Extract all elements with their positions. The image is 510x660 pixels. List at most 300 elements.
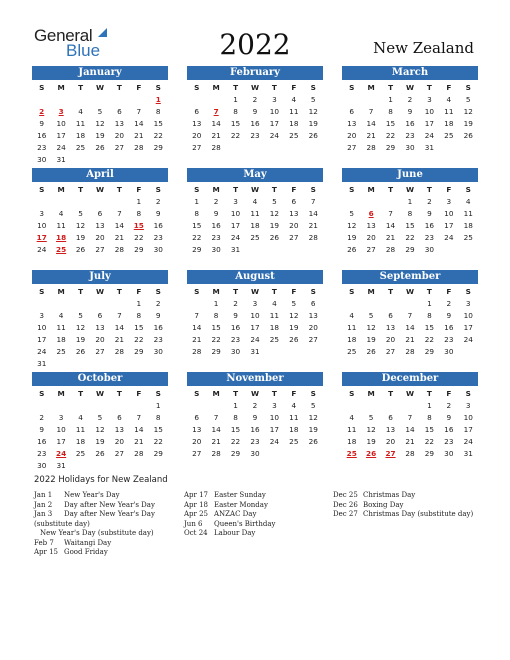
day-cell: 4 (465, 197, 471, 206)
day-cell: 27 (95, 245, 105, 254)
day-cell: 8 (136, 311, 142, 320)
weekday-label: W (405, 83, 414, 92)
day-cell: 11 (463, 209, 473, 218)
weekday-label: F (291, 83, 297, 92)
day-cell: 20 (385, 437, 396, 446)
day-cell: 6 (194, 107, 200, 116)
day-cell: 6 (97, 311, 103, 320)
weekday-label: S (349, 185, 355, 194)
day-cell: 5 (97, 107, 103, 116)
day-cell: 12 (308, 413, 318, 422)
day-cell: 1 (194, 197, 200, 206)
day-cell: 14 (385, 221, 396, 230)
day-cell: 17 (37, 335, 47, 344)
day-cell: 29 (153, 143, 163, 152)
day-cell: 11 (75, 425, 86, 434)
day-cell: 30 (405, 143, 415, 152)
weekday-label: F (291, 185, 297, 194)
day-cell: 2 (252, 401, 258, 410)
holidays-title: 2022 Holidays for New Zealand (34, 475, 168, 485)
day-cell: 10 (56, 119, 66, 128)
day-cell: 16 (444, 425, 454, 434)
day-cell: 30 (444, 347, 454, 356)
day-cell: 16 (211, 221, 221, 230)
weekday-label: T (426, 83, 432, 92)
weekday-label: S (465, 83, 471, 92)
holiday-column (333, 491, 473, 520)
day-cell: 10 (250, 311, 260, 320)
day-cell: 24 (269, 131, 280, 140)
day-cell: 6 (349, 107, 355, 116)
weekday-label: S (39, 83, 45, 92)
weekday-label: W (95, 389, 104, 398)
holiday-entry (333, 491, 473, 501)
day-cell: 29 (153, 449, 163, 458)
day-cell: 28 (211, 143, 221, 152)
day-cell: 20 (192, 131, 202, 140)
holiday-entry-name: Easter Monday (214, 500, 268, 509)
weekday-label: S (465, 185, 471, 194)
day-cell: 21 (308, 221, 318, 230)
day-cell: 25 (347, 347, 357, 356)
day-cell: 29 (385, 143, 396, 152)
day-cell: 12 (95, 425, 105, 434)
empty-cell (110, 400, 129, 412)
day-cell: 22 (211, 335, 221, 344)
month-header: May (187, 168, 323, 182)
empty-cell (110, 196, 129, 208)
day-cell: 22 (385, 131, 396, 140)
empty-cell (90, 298, 109, 310)
day-cell: 3 (272, 95, 277, 104)
day-cell: 8 (136, 209, 142, 218)
day-cell: 5 (291, 299, 297, 308)
weekday-label: W (250, 185, 259, 194)
weekday-label: W (405, 389, 414, 398)
day-cell: 19 (289, 323, 299, 332)
month-june (342, 168, 478, 256)
empty-cell (400, 298, 419, 310)
weekday-label: W (405, 185, 414, 194)
empty-cell (51, 400, 70, 412)
day-cell: 8 (155, 413, 161, 422)
month-grid (187, 82, 323, 154)
weekday-label: M (367, 287, 375, 296)
day-cell: 12 (366, 323, 376, 332)
day-cell: 24 (230, 233, 241, 242)
day-cell: 23 (230, 335, 241, 344)
day-cell: 23 (250, 131, 260, 140)
day-cell: 28 (192, 347, 202, 356)
day-cell: 24 (444, 233, 454, 242)
day-cell: 18 (463, 221, 473, 230)
holiday-date: 27 (385, 449, 396, 458)
day-cell: 23 (211, 233, 221, 242)
day-cell: 29 (211, 347, 221, 356)
weekday-label: F (136, 185, 142, 194)
weekday-label: T (116, 389, 122, 398)
day-cell: 1 (213, 299, 219, 308)
day-cell: 3 (465, 401, 471, 410)
day-cell: 20 (347, 131, 357, 140)
month-header: July (32, 270, 168, 284)
day-cell: 5 (368, 311, 374, 320)
empty-cell (90, 196, 109, 208)
month-grid (187, 286, 323, 358)
weekday-label: T (388, 185, 394, 194)
weekday-label: M (57, 83, 65, 92)
holiday-entry-date: Dec 27 (333, 510, 358, 518)
weekday-label: S (155, 287, 161, 296)
day-cell: 9 (213, 209, 219, 218)
day-cell: 9 (155, 209, 161, 218)
day-cell: 27 (192, 449, 202, 458)
day-cell: 20 (114, 437, 125, 446)
day-cell: 1 (233, 95, 238, 104)
day-cell: 8 (427, 413, 432, 422)
day-cell: 4 (291, 401, 297, 410)
weekday-label: T (426, 389, 432, 398)
day-cell: 21 (114, 335, 125, 344)
empty-cell (51, 94, 70, 106)
empty-cell (342, 298, 361, 310)
day-cell: 19 (75, 335, 86, 344)
month-april (32, 168, 168, 256)
day-cell: 3 (427, 95, 432, 104)
day-cell: 18 (289, 425, 299, 434)
day-cell: 15 (192, 221, 202, 230)
weekday-label: M (212, 287, 220, 296)
day-cell: 25 (289, 437, 299, 446)
holiday-column (184, 491, 275, 539)
day-cell: 10 (269, 107, 280, 116)
weekday-label: M (367, 185, 375, 194)
empty-cell (342, 400, 361, 412)
day-cell: 19 (366, 335, 376, 344)
holiday-entry (184, 529, 275, 539)
day-cell: 15 (153, 425, 163, 434)
day-cell: 11 (56, 221, 66, 230)
month-grid (187, 184, 323, 256)
day-cell: 7 (136, 413, 142, 422)
holiday-entry-name: Queen's Birthday (214, 519, 276, 528)
weekday-label: T (271, 287, 277, 296)
weekday-label: S (194, 185, 200, 194)
day-cell: 11 (347, 425, 357, 434)
day-cell: 28 (366, 143, 376, 152)
empty-cell (32, 400, 51, 412)
day-cell: 21 (134, 131, 144, 140)
weekday-label: S (310, 287, 316, 296)
day-cell: 20 (385, 335, 396, 344)
day-cell: 18 (347, 335, 357, 344)
day-cell: 13 (347, 119, 357, 128)
empty-cell (381, 298, 400, 310)
holiday-entry-date: Apr 17 (184, 491, 209, 499)
holiday-entry (333, 501, 473, 511)
holiday-entry-date: Feb 7 (34, 538, 54, 547)
day-cell: 30 (153, 347, 163, 356)
day-cell: 27 (347, 143, 357, 152)
day-cell: 22 (424, 335, 435, 344)
weekday-label: T (388, 83, 394, 92)
day-cell: 12 (366, 425, 376, 434)
month-header: September (342, 270, 478, 284)
day-cell: 17 (463, 425, 473, 434)
day-cell: 25 (75, 143, 86, 152)
day-cell: 1 (136, 197, 142, 206)
day-cell: 9 (407, 107, 413, 116)
day-cell: 27 (289, 233, 299, 242)
day-cell: 9 (446, 311, 452, 320)
day-cell: 19 (308, 425, 318, 434)
weekday-label: T (233, 185, 239, 194)
weekday-label: T (78, 83, 84, 92)
day-cell: 15 (230, 425, 241, 434)
day-cell: 18 (444, 119, 454, 128)
day-cell: 23 (153, 335, 163, 344)
day-cell: 31 (37, 359, 47, 368)
month-august (187, 270, 323, 358)
day-cell: 6 (310, 299, 316, 308)
day-cell: 2 (213, 197, 219, 206)
day-cell: 31 (56, 461, 66, 470)
weekday-label: M (57, 287, 65, 296)
day-cell: 2 (155, 299, 161, 308)
day-cell: 18 (347, 437, 357, 446)
weekday-label: T (388, 287, 394, 296)
day-cell: 9 (39, 119, 45, 128)
day-cell: 26 (269, 233, 280, 242)
day-cell: 4 (252, 197, 258, 206)
day-cell: 10 (424, 107, 435, 116)
month-header: December (342, 372, 478, 386)
day-cell: 24 (250, 335, 260, 344)
day-cell: 24 (56, 143, 66, 152)
day-cell: 13 (308, 311, 318, 320)
holiday-entry-date: Jan 1 (34, 491, 53, 499)
empty-cell (32, 196, 51, 208)
holiday-entry (34, 501, 155, 511)
day-cell: 16 (230, 323, 241, 332)
empty-cell (400, 400, 419, 412)
day-cell: 13 (114, 119, 125, 128)
day-cell: 13 (289, 209, 299, 218)
empty-cell (71, 298, 90, 310)
month-december (342, 372, 478, 460)
day-cell: 4 (78, 413, 83, 422)
day-cell: 27 (385, 347, 396, 356)
day-cell: 26 (308, 131, 318, 140)
weekday-label: M (367, 389, 375, 398)
day-cell: 28 (385, 245, 396, 254)
day-cell: 17 (463, 323, 473, 332)
holiday-entry (184, 520, 275, 530)
holiday-entry-name: Easter Sunday (214, 491, 266, 499)
day-cell: 26 (463, 131, 473, 140)
day-cell: 9 (155, 311, 161, 320)
day-cell: 30 (230, 347, 241, 356)
weekday-label: S (349, 389, 355, 398)
day-cell: 8 (155, 107, 161, 116)
weekday-label: S (310, 389, 316, 398)
day-cell: 16 (37, 437, 47, 446)
day-cell: 1 (407, 197, 413, 206)
weekday-label: S (465, 389, 471, 398)
day-cell: 17 (56, 437, 66, 446)
empty-cell (129, 94, 148, 106)
day-cell: 22 (424, 437, 435, 446)
holiday-entry-name: Day after New Year's Day (64, 500, 155, 509)
day-cell: 31 (424, 143, 435, 152)
day-cell: 29 (134, 245, 144, 254)
day-cell: 21 (385, 233, 396, 242)
empty-cell (71, 400, 90, 412)
holiday-entry-date: Apr 18 (184, 500, 209, 509)
weekday-label: T (426, 185, 432, 194)
day-cell: 12 (75, 323, 86, 332)
day-cell: 23 (444, 335, 454, 344)
day-cell: 15 (405, 221, 415, 230)
empty-cell (32, 298, 51, 310)
year-title: 2022 (219, 28, 291, 61)
day-cell: 26 (95, 449, 105, 458)
day-cell: 11 (444, 107, 454, 116)
day-cell: 8 (194, 209, 200, 218)
day-cell: 6 (117, 413, 122, 422)
weekday-label: T (116, 287, 122, 296)
day-cell: 14 (211, 119, 221, 128)
empty-cell (361, 94, 380, 106)
day-cell: 14 (405, 425, 415, 434)
day-cell: 27 (114, 143, 125, 152)
day-cell: 4 (272, 299, 277, 308)
day-cell: 8 (213, 311, 219, 320)
day-cell: 18 (250, 221, 260, 230)
holiday-entry-date: Dec 25 (333, 491, 358, 499)
holiday-entry (333, 510, 473, 520)
empty-cell (32, 94, 51, 106)
day-cell: 28 (114, 245, 125, 254)
weekday-label: M (212, 389, 220, 398)
holiday-entry-name: Boxing Day (363, 500, 404, 509)
holiday-date: 17 (36, 233, 47, 242)
day-cell: 14 (192, 323, 202, 332)
month-grid (342, 82, 478, 154)
day-cell: 15 (385, 119, 396, 128)
day-cell: 24 (37, 347, 47, 356)
weekday-label: F (446, 83, 452, 92)
month-grid (32, 286, 168, 370)
day-cell: 20 (289, 221, 299, 230)
holiday-date: 3 (58, 107, 64, 116)
day-cell: 21 (114, 233, 125, 242)
day-cell: 21 (366, 131, 376, 140)
day-cell: 1 (233, 401, 238, 410)
weekday-label: T (78, 389, 84, 398)
day-cell: 3 (252, 299, 258, 308)
day-cell: 8 (427, 311, 432, 320)
day-cell: 22 (405, 233, 415, 242)
day-cell: 16 (250, 425, 260, 434)
day-cell: 9 (252, 107, 258, 116)
holiday-entry (34, 520, 155, 530)
month-header: November (187, 372, 323, 386)
day-cell: 11 (56, 323, 66, 332)
day-cell: 13 (114, 425, 125, 434)
day-cell: 27 (192, 143, 202, 152)
empty-cell (71, 94, 90, 106)
day-cell: 1 (388, 95, 393, 104)
day-cell: 23 (444, 437, 454, 446)
day-cell: 7 (407, 311, 413, 320)
day-cell: 11 (250, 209, 260, 218)
holiday-entry-name: Labour Day (214, 529, 256, 537)
day-cell: 26 (347, 245, 357, 254)
day-cell: 6 (291, 197, 297, 206)
empty-cell (90, 94, 109, 106)
day-cell: 29 (424, 449, 435, 458)
day-cell: 14 (405, 323, 415, 332)
day-cell: 26 (75, 347, 86, 356)
empty-cell (110, 94, 129, 106)
day-cell: 1 (155, 401, 161, 410)
day-cell: 18 (75, 131, 86, 140)
day-cell: 7 (117, 209, 122, 218)
month-header: April (32, 168, 168, 182)
weekday-label: F (136, 83, 142, 92)
day-cell: 13 (192, 425, 202, 434)
day-cell: 5 (310, 401, 316, 410)
weekday-label: F (136, 287, 142, 296)
weekday-label: S (194, 389, 200, 398)
day-cell: 27 (366, 245, 376, 254)
day-cell: 21 (134, 437, 144, 446)
weekday-label: F (446, 185, 452, 194)
day-cell: 6 (388, 311, 393, 320)
weekday-label: S (349, 83, 355, 92)
day-cell: 10 (463, 311, 473, 320)
day-cell: 1 (136, 299, 142, 308)
month-grid (32, 82, 168, 166)
day-cell: 20 (95, 335, 105, 344)
month-november (187, 372, 323, 460)
holiday-entry-name: Christmas Day (substitute day) (363, 510, 474, 518)
day-cell: 15 (153, 119, 163, 128)
day-cell: 5 (97, 413, 103, 422)
day-cell: 11 (289, 413, 299, 422)
empty-cell (129, 400, 148, 412)
day-cell: 5 (310, 95, 316, 104)
day-cell: 21 (211, 131, 221, 140)
holiday-entry-name: New Year's Day (64, 491, 120, 499)
weekday-label: F (291, 389, 297, 398)
empty-cell (381, 196, 400, 208)
day-cell: 26 (308, 437, 318, 446)
day-cell: 23 (424, 233, 435, 242)
day-cell: 23 (250, 437, 260, 446)
holiday-date: 25 (56, 245, 67, 254)
holiday-entry (34, 539, 155, 549)
day-cell: 11 (75, 119, 86, 128)
day-cell: 10 (463, 413, 473, 422)
day-cell: 9 (39, 425, 45, 434)
day-cell: 31 (56, 155, 66, 164)
day-cell: 8 (233, 107, 238, 116)
day-cell: 29 (424, 347, 435, 356)
weekday-label: T (233, 389, 239, 398)
weekday-label: T (78, 287, 84, 296)
